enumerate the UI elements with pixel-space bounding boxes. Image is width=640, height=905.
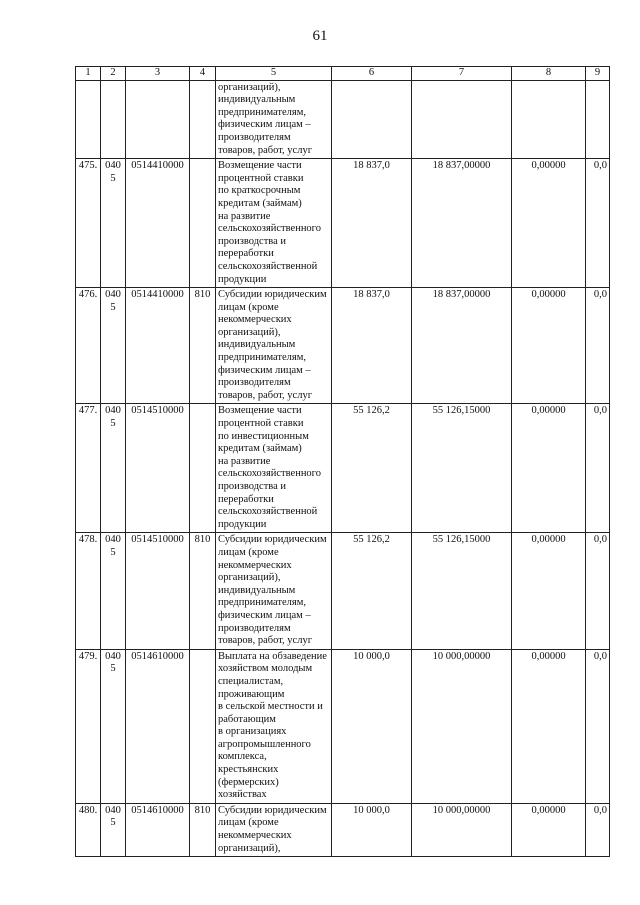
amount-col8-cell (512, 80, 586, 159)
section-code-cell: 0405 (101, 404, 126, 533)
header-cell: 6 (332, 67, 412, 81)
amount-col6-cell (332, 80, 412, 159)
row-number-cell: 477. (76, 404, 101, 533)
header-cell: 8 (512, 67, 586, 81)
header-cell: 4 (190, 67, 216, 81)
table-row (76, 803, 610, 856)
table-row (76, 80, 610, 159)
amount-col8-cell: 0,00000 (512, 803, 586, 856)
amount-col7-cell: 10 000,00000 (412, 803, 512, 856)
table-body (76, 80, 610, 857)
amount-col7-cell: 18 837,00000 (412, 288, 512, 404)
table-row (76, 649, 610, 803)
expense-type-cell: 810 (190, 288, 216, 404)
section-code-cell: 0405 (101, 803, 126, 856)
table-row (76, 533, 610, 649)
amount-col9-cell: 0,0 (586, 159, 610, 288)
row-number-cell: 480. (76, 803, 101, 856)
amount-col6-cell: 10 000,0 (332, 649, 412, 803)
description-cell: Субсидии юридическим лицам (кроме некоммерческих организаций), (216, 803, 332, 856)
expense-type-cell: 810 (190, 533, 216, 649)
row-number-cell (76, 80, 101, 159)
header-cell: 9 (586, 67, 610, 81)
amount-col6-cell: 55 126,2 (332, 533, 412, 649)
amount-col8-cell: 0,00000 (512, 404, 586, 533)
amount-col8-cell: 0,00000 (512, 533, 586, 649)
header-cell: 3 (126, 67, 190, 81)
amount-col9-cell: 0,0 (586, 404, 610, 533)
section-code-cell: 0405 (101, 288, 126, 404)
description-cell: Выплата на обзаведение хозяйством молодым специалистам, проживающим в сельской местности и работающим в организациях агропромышленного комплекса, крестьянских (фермерских) хозяйствах (216, 649, 332, 803)
amount-col9-cell (586, 80, 610, 159)
table-header-row (76, 67, 610, 81)
row-number-cell: 479. (76, 649, 101, 803)
amount-col6-cell: 55 126,2 (332, 404, 412, 533)
header-cell: 2 (101, 67, 126, 81)
expense-type-cell (190, 649, 216, 803)
amount-col8-cell: 0,00000 (512, 159, 586, 288)
target-article-cell: 0514610000 (126, 803, 190, 856)
target-article-cell: 0514410000 (126, 288, 190, 404)
header-cell: 5 (216, 67, 332, 81)
amount-col9-cell: 0,0 (586, 533, 610, 649)
amount-col6-cell: 18 837,0 (332, 288, 412, 404)
budget-table (75, 66, 610, 857)
section-code-cell: 0405 (101, 649, 126, 803)
target-article-cell: 0514510000 (126, 533, 190, 649)
table-row (76, 159, 610, 288)
amount-col6-cell: 10 000,0 (332, 803, 412, 856)
amount-col7-cell: 10 000,00000 (412, 649, 512, 803)
expense-type-cell: 810 (190, 803, 216, 856)
description-cell: Возмещение части процентной ставки по инвестиционным кредитам (займам) на развитие сельскохозяйственного производства и переработки сельскохозяйственной продукции (216, 404, 332, 533)
target-article-cell (126, 80, 190, 159)
row-number-cell: 478. (76, 533, 101, 649)
section-code-cell (101, 80, 126, 159)
header-cell: 7 (412, 67, 512, 81)
amount-col9-cell: 0,0 (586, 288, 610, 404)
row-number-cell: 476. (76, 288, 101, 404)
expense-type-cell (190, 80, 216, 159)
target-article-cell: 0514410000 (126, 159, 190, 288)
description-cell: организаций), индивидуальным предпринимателям, физическим лицам – производителям товаров, работ, услуг (216, 80, 332, 159)
expense-type-cell (190, 159, 216, 288)
amount-col7-cell (412, 80, 512, 159)
amount-col6-cell: 18 837,0 (332, 159, 412, 288)
row-number-cell: 475. (76, 159, 101, 288)
section-code-cell: 0405 (101, 533, 126, 649)
table-row (76, 288, 610, 404)
section-code-cell: 0405 (101, 159, 126, 288)
amount-col9-cell: 0,0 (586, 649, 610, 803)
description-cell: Субсидии юридическим лицам (кроме некоммерческих организаций), индивидуальным предпринимателям, физическим лицам – производителям товаров, работ, услуг (216, 288, 332, 404)
page-number: 61 (312, 28, 328, 44)
target-article-cell: 0514610000 (126, 649, 190, 803)
amount-col7-cell: 55 126,15000 (412, 404, 512, 533)
header-cell: 1 (76, 67, 101, 81)
amount-col9-cell: 0,0 (586, 803, 610, 856)
amount-col8-cell: 0,00000 (512, 288, 586, 404)
expense-type-cell (190, 404, 216, 533)
description-cell: Субсидии юридическим лицам (кроме некоммерческих организаций), индивидуальным предпринимателям, физическим лицам – производителям товаров, работ, услуг (216, 533, 332, 649)
target-article-cell: 0514510000 (126, 404, 190, 533)
amount-col7-cell: 55 126,15000 (412, 533, 512, 649)
amount-col8-cell: 0,00000 (512, 649, 586, 803)
amount-col7-cell: 18 837,00000 (412, 159, 512, 288)
table-row (76, 404, 610, 533)
description-cell: Возмещение части процентной ставки по краткосрочным кредитам (займам) на развитие сельскохозяйственного производства и переработки сельскохозяйственной продукции (216, 159, 332, 288)
